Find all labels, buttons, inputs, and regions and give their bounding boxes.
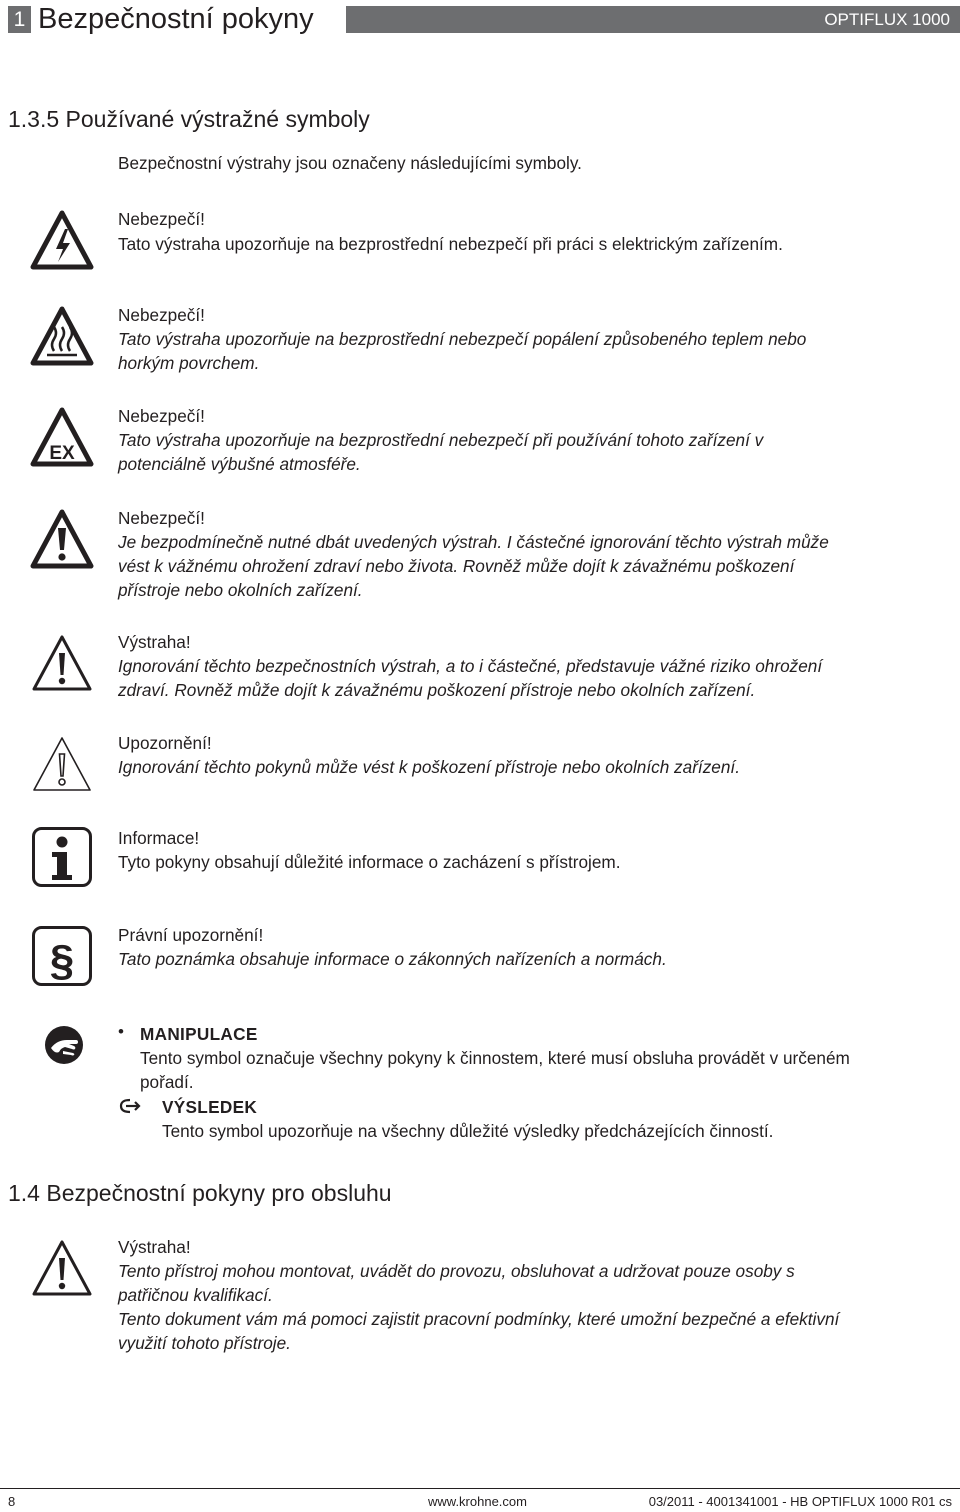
manipulace-text: Tento symbol označuje všechny pokyny k činnostem, které musí obsluha provádět v určeném [140, 1048, 850, 1068]
caution-exclamation-icon [30, 733, 94, 795]
block-heading: Nebezpečí! [118, 209, 205, 229]
block-text: horkým povrchem. [118, 353, 260, 373]
block-heading: Nebezpečí! [118, 406, 205, 426]
block-text: Je bezpodmínečně nutné dbát uvedených výstrah. I částečné ignorování těchto výstrah může [118, 532, 829, 552]
block-text: Tato výstraha upozorňuje na bezprostřední nebezpečí při práci s elektrickým zařízením. [118, 234, 783, 254]
manipulace-text: pořadí. [140, 1072, 194, 1092]
block-text: Tato výstraha upozorňuje na bezprostřední nebezpečí při používání tohoto zařízení v [118, 430, 764, 450]
block-text: Tento přístroj mohou montovat, uvádět do provozu, obsluhovat a udržovat pouze osoby s [118, 1261, 795, 1281]
product-name: OPTIFLUX 1000 [824, 10, 950, 29]
result-arrow-icon [118, 1097, 142, 1115]
handling-hand-icon [43, 1024, 85, 1066]
block-heading: Upozornění! [118, 733, 212, 753]
block-heading: Nebezpečí! [118, 305, 205, 325]
bullet-symbol: • [118, 1022, 124, 1041]
chapter-title: Bezpečnostní pokyny [38, 3, 314, 35]
block-heading: Informace! [118, 828, 200, 848]
block-text: Tyto pokyny obsahují důležité informace o zacházení s přístrojem. [118, 852, 621, 872]
block-text: Tato výstraha upozorňuje na bezprostřední nebezpečí popálení způsobeného teplem nebo [118, 329, 807, 349]
svg-text:§: § [49, 936, 75, 985]
manipulace-title: MANIPULACE [140, 1024, 258, 1044]
legal-paragraph-icon [31, 925, 93, 987]
block-heading: Právní upozornění! [118, 925, 264, 945]
section-title-1-4: 1.4 Bezpečnostní pokyny pro obsluhu [8, 1180, 392, 1206]
block-text: zdraví. Rovněž může dojít k závažnému poškození přístroje nebo okolních zařízení. [118, 680, 756, 700]
page-number: 8 [8, 1494, 16, 1509]
ex-label: EX [49, 443, 75, 464]
block-heading: Výstraha! [118, 1237, 191, 1257]
chapter-number: 1 [8, 6, 31, 33]
footer-website[interactable]: www.krohne.com [428, 1494, 527, 1509]
vysledek-text: Tento symbol upozorňuje na všechny důležité výsledky předcházejících činností. [162, 1121, 774, 1141]
section-intro: Bezpečnostní výstrahy jsou označeny následujícími symboly. [118, 153, 582, 173]
block-text: Tato poznámka obsahuje informace o zákonných nařízeních a normách. [118, 949, 667, 969]
block-text: využití tohoto přístroje. [118, 1333, 291, 1353]
warning-exclamation-icon [30, 632, 94, 694]
explosion-hazard-icon [30, 406, 94, 468]
block-heading: Výstraha! [118, 632, 191, 652]
vysledek-title: VÝSLEDEK [162, 1097, 258, 1117]
footer-divider [0, 1488, 960, 1489]
hot-surface-icon [30, 305, 94, 367]
block-text: potenciálně výbušné atmosféře. [118, 454, 361, 474]
block-text: Ignorování těchto bezpečnostních výstrah, a to i částečné, představuje vážné riziko ohrožení [118, 656, 823, 676]
block-text: přístroje nebo okolních zařízení. [118, 580, 363, 600]
information-icon [31, 826, 93, 888]
block-text: Ignorování těchto pokynů může vést k poškození přístroje nebo okolních zařízení. [118, 757, 740, 777]
section-title-1-3-5: 1.3.5 Používané výstražné symboly [8, 106, 370, 132]
footer-docref: 03/2011 - 4001341001 - HB OPTIFLUX 1000 R01 cs [648, 1494, 952, 1509]
warning-exclamation-icon [30, 1237, 94, 1299]
block-text: vést k vážnému ohrožení zdraví nebo života. Rovněž může dojít k závažnému poškození [118, 556, 795, 576]
electric-hazard-icon [30, 209, 94, 271]
block-heading: Nebezpečí! [118, 508, 205, 528]
danger-exclamation-icon [30, 508, 94, 570]
block-text: patřičnou kvalifikací. [118, 1285, 273, 1305]
block-text: Tento dokument vám má pomoci zajistit pracovní podmínky, které umožní bezpečné a efektivní [118, 1309, 840, 1329]
